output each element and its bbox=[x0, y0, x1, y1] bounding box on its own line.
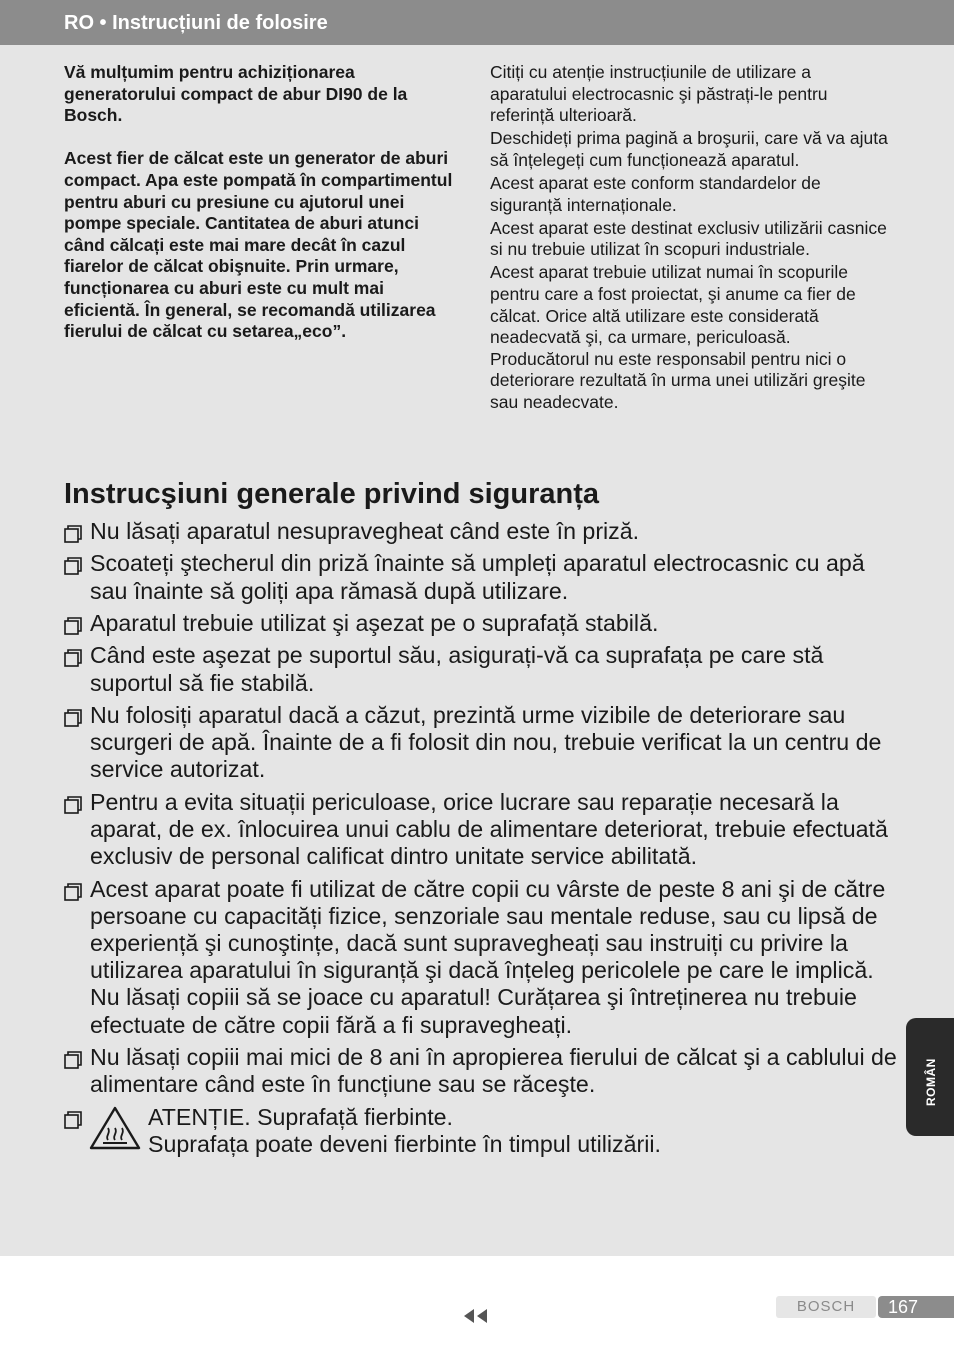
page-number: 167 bbox=[878, 1296, 954, 1318]
safety-item bbox=[64, 1044, 899, 1098]
checkbox-bullet-icon bbox=[64, 883, 82, 901]
hot-surface-warning-icon bbox=[89, 1105, 141, 1151]
safety-list bbox=[64, 518, 899, 1164]
safety-item-text: Când este aşezat pe suportul său, asigurați-vă ca suprafața pe care stă suportul să fie stabilă. bbox=[90, 642, 824, 696]
safety-item bbox=[64, 876, 899, 1039]
safety-item bbox=[64, 518, 899, 545]
previous-page-icon[interactable] bbox=[462, 1308, 492, 1324]
language-tab-label: ROMÂN bbox=[924, 1058, 938, 1106]
checkbox-bullet-icon bbox=[64, 1111, 82, 1129]
safety-item bbox=[64, 642, 899, 696]
safety-item-text: Pentru a evita situații periculoase, orice lucrare sau reparație necesară la aparat, de ex. înlocuirea unui cablu de alimentare deteriorat, trebuie efectuată exclusiv de personal calificat dintro unitate service abilitată. bbox=[90, 788, 888, 870]
safety-item-text: Nu folosiți aparatul dacă a căzut, prezintă urme vizibile de deteriorare sau scurgeri de apă. Înainte de a fi folosit din nou, trebuie verificat la un centru de service autorizat. bbox=[90, 701, 882, 783]
safety-item-text: Scoateți ştecherul din priză înainte să umpleți aparatul electrocasnic cu apă sau înainte să goliți apa rămasă după utilizare. bbox=[90, 550, 865, 604]
warning-item bbox=[64, 1104, 899, 1164]
warning-title: ATENȚIE. Suprafață fierbinte. bbox=[148, 1103, 454, 1130]
safety-item-text: Nu lăsați copiii mai mici de 8 ani în apropierea fierului de călcat şi a cablului de alimentare când este în funcțiune sau se răceşte. bbox=[90, 1043, 897, 1098]
safety-item bbox=[64, 789, 899, 871]
intro-right-paragraph: Acest aparat este conform standardelor de siguranță internaționale. bbox=[490, 172, 821, 215]
safety-item bbox=[64, 702, 899, 784]
brand-label: BOSCH bbox=[776, 1296, 876, 1318]
checkbox-bullet-icon bbox=[64, 649, 82, 667]
safety-item-text: Nu lăsați aparatul nesupravegheat când este în priză. bbox=[90, 518, 640, 544]
checkbox-bullet-icon bbox=[64, 557, 82, 575]
intro-right-paragraph: Deschideți prima pagină a broşurii, care vă va ajuta să înțelegeți cum funcționează aparatul. bbox=[490, 128, 888, 170]
intro-right-column bbox=[490, 62, 890, 415]
safety-item-text: Acest aparat poate fi utilizat de către copii cu vârste de peste 8 ani şi de către persoane cu capacități fizice, senzoriale sau mentale reduse, sau cu lipsă de experiență şi cunoştințe, dacă sunt supravegheați sau instruiți cu privire la utilizarea aparatului în siguranță şi dacă înțeleg pericolele pe care le implică. Nu lăsați copiii să se joace cu aparatul! Curățarea şi întreținerea nu trebuie efectuate de către copii fără a fi supravegheați. bbox=[90, 875, 886, 1038]
checkbox-bullet-icon bbox=[64, 709, 82, 727]
intro-right-paragraph: Acest aparat este destinat exclusiv utilizării casnice si nu trebuie utilizat în scopuri industriale. bbox=[490, 217, 887, 260]
section-title: Instrucşiuni generale privind siguranța bbox=[64, 478, 600, 510]
safety-item bbox=[64, 610, 899, 637]
intro-right-paragraph: Acest aparat trebuie utilizat numai în scopurile pentru care a fost proiectat, şi anume ca fier de călcat. Orice altă utilizare este considerată neadecvată şi, ca urmare, periculoasă. Producătorul nu este responsabil pentru nici o deteriorare rezultată în urma unei utilizări greşite sau neadecvate. bbox=[490, 262, 866, 412]
checkbox-bullet-icon bbox=[64, 525, 82, 543]
intro-description-paragraph: Acest fier de călcat este un generator de aburi compact. Apa este pompată în compartimentul pentru aburi cu presiune cu ajutorul unei pompe speciale. Cantitatea de aburi atunci când călcați este mai mare decât în cazul fiarelor de călcat obişnuite. Prin urmare, funcționarea cu aburi este cu mult mai eficientă. În general, se recomandă utilizarea fierului de călcat cu setarea„eco”. bbox=[64, 148, 453, 342]
header-title: RO • Instrucțiuni de folosire bbox=[64, 12, 328, 34]
intro-thanks-paragraph: Vă mulțumim pentru achiziționarea generatorului compact de abur DI90 de la Bosch. bbox=[64, 62, 408, 126]
safety-item-text: Aparatul trebuie utilizat şi aşezat pe o suprafață stabilă. bbox=[90, 609, 659, 636]
checkbox-bullet-icon bbox=[64, 1051, 82, 1069]
warning-text bbox=[148, 1104, 661, 1158]
intro-right-paragraph: Citiți cu atenție instrucțiunile de utilizare a aparatului electrocasnic şi păstrați-le pentru referință ulterioară. bbox=[490, 62, 828, 126]
checkbox-bullet-icon bbox=[64, 796, 82, 814]
safety-item bbox=[64, 550, 899, 604]
checkbox-bullet-icon bbox=[64, 617, 82, 635]
warning-description: Suprafața poate deveni fierbinte în timpul utilizării. bbox=[148, 1130, 661, 1157]
intro-left-column bbox=[64, 62, 459, 364]
